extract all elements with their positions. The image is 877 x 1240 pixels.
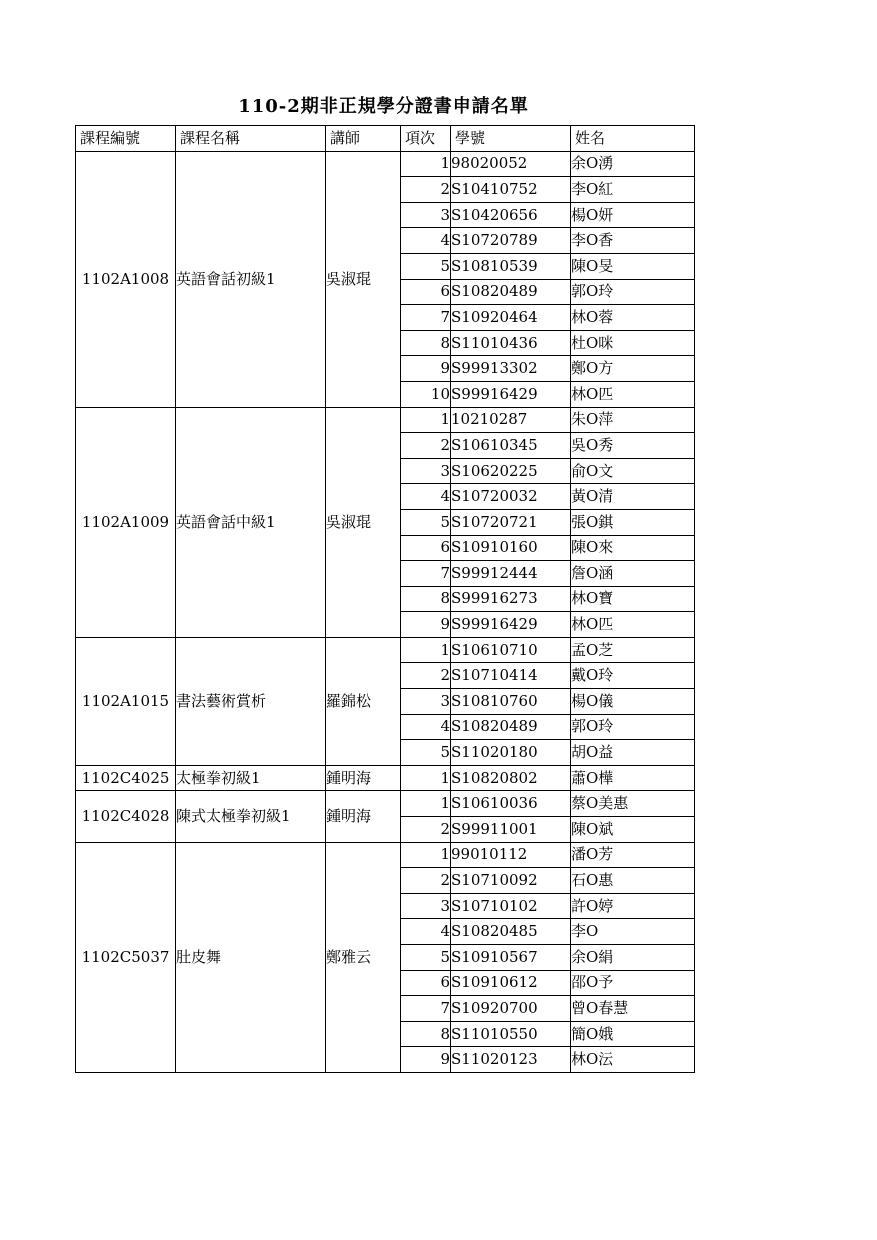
table-row xyxy=(76,407,695,433)
student-name-cell: 石O惠 xyxy=(571,868,695,894)
item-number-cell: 6 xyxy=(401,535,451,561)
student-id-cell: S10910567 xyxy=(451,945,571,971)
student-id-cell: S11010550 xyxy=(451,1021,571,1047)
student-id-cell: S10720789 xyxy=(451,228,571,254)
roster-table xyxy=(75,125,695,1073)
student-name-cell: 鄭O方 xyxy=(571,356,695,382)
student-id-cell: S10820485 xyxy=(451,919,571,945)
student-name-cell: 郭O玲 xyxy=(571,279,695,305)
course-name-cell: 英語會話初級1 xyxy=(176,151,326,407)
item-number-cell: 1 xyxy=(401,765,451,791)
student-name-cell: 許O婷 xyxy=(571,893,695,919)
item-number-cell: 2 xyxy=(401,177,451,203)
student-name-cell: 朱O萍 xyxy=(571,407,695,433)
item-number-cell: 10 xyxy=(401,381,451,407)
teacher-cell: 鍾明海 xyxy=(326,765,401,791)
teacher-cell: 吳淑琨 xyxy=(326,407,401,637)
student-id-cell: S10720721 xyxy=(451,509,571,535)
course-name-cell: 書法藝術賞析 xyxy=(176,637,326,765)
student-name-cell: 胡O益 xyxy=(571,740,695,766)
student-name-cell: 林O匹 xyxy=(571,612,695,638)
student-id-cell: S10910160 xyxy=(451,535,571,561)
header-course-name: 課程名稱 xyxy=(176,126,326,152)
document-title: 110-2期非正規學分證書申請名單 xyxy=(238,96,529,117)
item-number-cell: 6 xyxy=(401,970,451,996)
table-row xyxy=(76,151,695,177)
student-id-cell: S10820489 xyxy=(451,714,571,740)
student-name-cell: 林O寶 xyxy=(571,586,695,612)
student-name-cell: 潘O芳 xyxy=(571,842,695,868)
student-id-cell: 10210287 xyxy=(451,407,571,433)
header-student-name: 姓名 xyxy=(571,126,695,152)
item-number-cell: 7 xyxy=(401,561,451,587)
student-id-cell: S10720032 xyxy=(451,484,571,510)
student-name-cell: 陳O斌 xyxy=(571,817,695,843)
item-number-cell: 1 xyxy=(401,791,451,817)
student-id-cell: 98020052 xyxy=(451,151,571,177)
course-code-cell: 1102C5037 xyxy=(76,842,176,1072)
student-id-cell: S10710092 xyxy=(451,868,571,894)
student-id-cell: S10820489 xyxy=(451,279,571,305)
teacher-cell: 吳淑琨 xyxy=(326,151,401,407)
item-number-cell: 5 xyxy=(401,509,451,535)
item-number-cell: 8 xyxy=(401,330,451,356)
student-name-cell: 李O xyxy=(571,919,695,945)
student-name-cell: 張O錤 xyxy=(571,509,695,535)
item-number-cell: 1 xyxy=(401,151,451,177)
item-number-cell: 7 xyxy=(401,996,451,1022)
header-student-id: 學號 xyxy=(451,126,571,152)
student-name-cell: 李O香 xyxy=(571,228,695,254)
student-id-cell: S11020123 xyxy=(451,1047,571,1073)
student-id-cell: S10910612 xyxy=(451,970,571,996)
course-name-cell: 英語會話中級1 xyxy=(176,407,326,637)
teacher-cell: 鍾明海 xyxy=(326,791,401,842)
student-id-cell: S10710414 xyxy=(451,663,571,689)
student-id-cell: S10920700 xyxy=(451,996,571,1022)
course-code-cell: 1102A1015 xyxy=(76,637,176,765)
item-number-cell: 5 xyxy=(401,740,451,766)
course-code-cell: 1102C4028 xyxy=(76,791,176,842)
header-item-number: 項次 xyxy=(401,126,451,152)
item-number-cell: 3 xyxy=(401,202,451,228)
student-id-cell: S11010436 xyxy=(451,330,571,356)
student-id-cell: S10810760 xyxy=(451,689,571,715)
header-row xyxy=(76,126,695,152)
student-name-cell: 孟O芝 xyxy=(571,637,695,663)
item-number-cell: 1 xyxy=(401,637,451,663)
student-name-cell: 楊O妍 xyxy=(571,202,695,228)
item-number-cell: 2 xyxy=(401,817,451,843)
student-id-cell: S10820802 xyxy=(451,765,571,791)
student-name-cell: 詹O涵 xyxy=(571,561,695,587)
student-name-cell: 杜O咪 xyxy=(571,330,695,356)
student-name-cell: 林O沄 xyxy=(571,1047,695,1073)
item-number-cell: 2 xyxy=(401,433,451,459)
student-id-cell: S10610345 xyxy=(451,433,571,459)
item-number-cell: 5 xyxy=(401,253,451,279)
item-number-cell: 3 xyxy=(401,689,451,715)
student-name-cell: 林O蓉 xyxy=(571,305,695,331)
course-code-cell: 1102A1009 xyxy=(76,407,176,637)
header-teacher: 講師 xyxy=(326,126,401,152)
item-number-cell: 8 xyxy=(401,1021,451,1047)
student-id-cell: S99911001 xyxy=(451,817,571,843)
course-name-cell: 陳式太極拳初級1 xyxy=(176,791,326,842)
student-id-cell: 99010112 xyxy=(451,842,571,868)
item-number-cell: 3 xyxy=(401,458,451,484)
student-name-cell: 蔡O美惠 xyxy=(571,791,695,817)
student-name-cell: 林O匹 xyxy=(571,381,695,407)
item-number-cell: 5 xyxy=(401,945,451,971)
item-number-cell: 4 xyxy=(401,714,451,740)
student-name-cell: 吳O秀 xyxy=(571,433,695,459)
student-id-cell: S10920464 xyxy=(451,305,571,331)
student-id-cell: S10420656 xyxy=(451,202,571,228)
table-row xyxy=(76,842,695,868)
student-id-cell: S11020180 xyxy=(451,740,571,766)
student-name-cell: 楊O儀 xyxy=(571,689,695,715)
student-id-cell: S10810539 xyxy=(451,253,571,279)
student-id-cell: S99916429 xyxy=(451,612,571,638)
student-id-cell: S99916429 xyxy=(451,381,571,407)
table-row xyxy=(76,637,695,663)
roster-body xyxy=(76,151,695,1072)
student-name-cell: 李O紅 xyxy=(571,177,695,203)
item-number-cell: 1 xyxy=(401,842,451,868)
student-id-cell: S10610036 xyxy=(451,791,571,817)
table-row xyxy=(76,791,695,817)
student-name-cell: 余O湧 xyxy=(571,151,695,177)
student-name-cell: 黃O清 xyxy=(571,484,695,510)
item-number-cell: 2 xyxy=(401,868,451,894)
table-row xyxy=(76,765,695,791)
student-id-cell: S99912444 xyxy=(451,561,571,587)
item-number-cell: 4 xyxy=(401,484,451,510)
item-number-cell: 4 xyxy=(401,228,451,254)
teacher-cell: 鄭雅云 xyxy=(326,842,401,1072)
item-number-cell: 9 xyxy=(401,1047,451,1073)
item-number-cell: 9 xyxy=(401,356,451,382)
student-name-cell: 戴O玲 xyxy=(571,663,695,689)
item-number-cell: 7 xyxy=(401,305,451,331)
item-number-cell: 9 xyxy=(401,612,451,638)
student-id-cell: S10620225 xyxy=(451,458,571,484)
student-id-cell: S99913302 xyxy=(451,356,571,382)
item-number-cell: 4 xyxy=(401,919,451,945)
item-number-cell: 2 xyxy=(401,663,451,689)
course-name-cell: 肚皮舞 xyxy=(176,842,326,1072)
item-number-cell: 6 xyxy=(401,279,451,305)
student-name-cell: 郭O玲 xyxy=(571,714,695,740)
student-id-cell: S10410752 xyxy=(451,177,571,203)
item-number-cell: 3 xyxy=(401,893,451,919)
student-name-cell: 邵O予 xyxy=(571,970,695,996)
student-name-cell: 俞O文 xyxy=(571,458,695,484)
student-name-cell: 余O絹 xyxy=(571,945,695,971)
student-name-cell: 陳O來 xyxy=(571,535,695,561)
student-name-cell: 蕭O樺 xyxy=(571,765,695,791)
header-course-code: 課程編號 xyxy=(76,126,176,152)
student-name-cell: 簡O娥 xyxy=(571,1021,695,1047)
course-name-cell: 太極拳初級1 xyxy=(176,765,326,791)
item-number-cell: 8 xyxy=(401,586,451,612)
student-id-cell: S10710102 xyxy=(451,893,571,919)
teacher-cell: 羅錦松 xyxy=(326,637,401,765)
student-id-cell: S10610710 xyxy=(451,637,571,663)
course-code-cell: 1102C4025 xyxy=(76,765,176,791)
student-name-cell: 曾O春慧 xyxy=(571,996,695,1022)
student-name-cell: 陳O旻 xyxy=(571,253,695,279)
item-number-cell: 1 xyxy=(401,407,451,433)
course-code-cell: 1102A1008 xyxy=(76,151,176,407)
student-id-cell: S99916273 xyxy=(451,586,571,612)
